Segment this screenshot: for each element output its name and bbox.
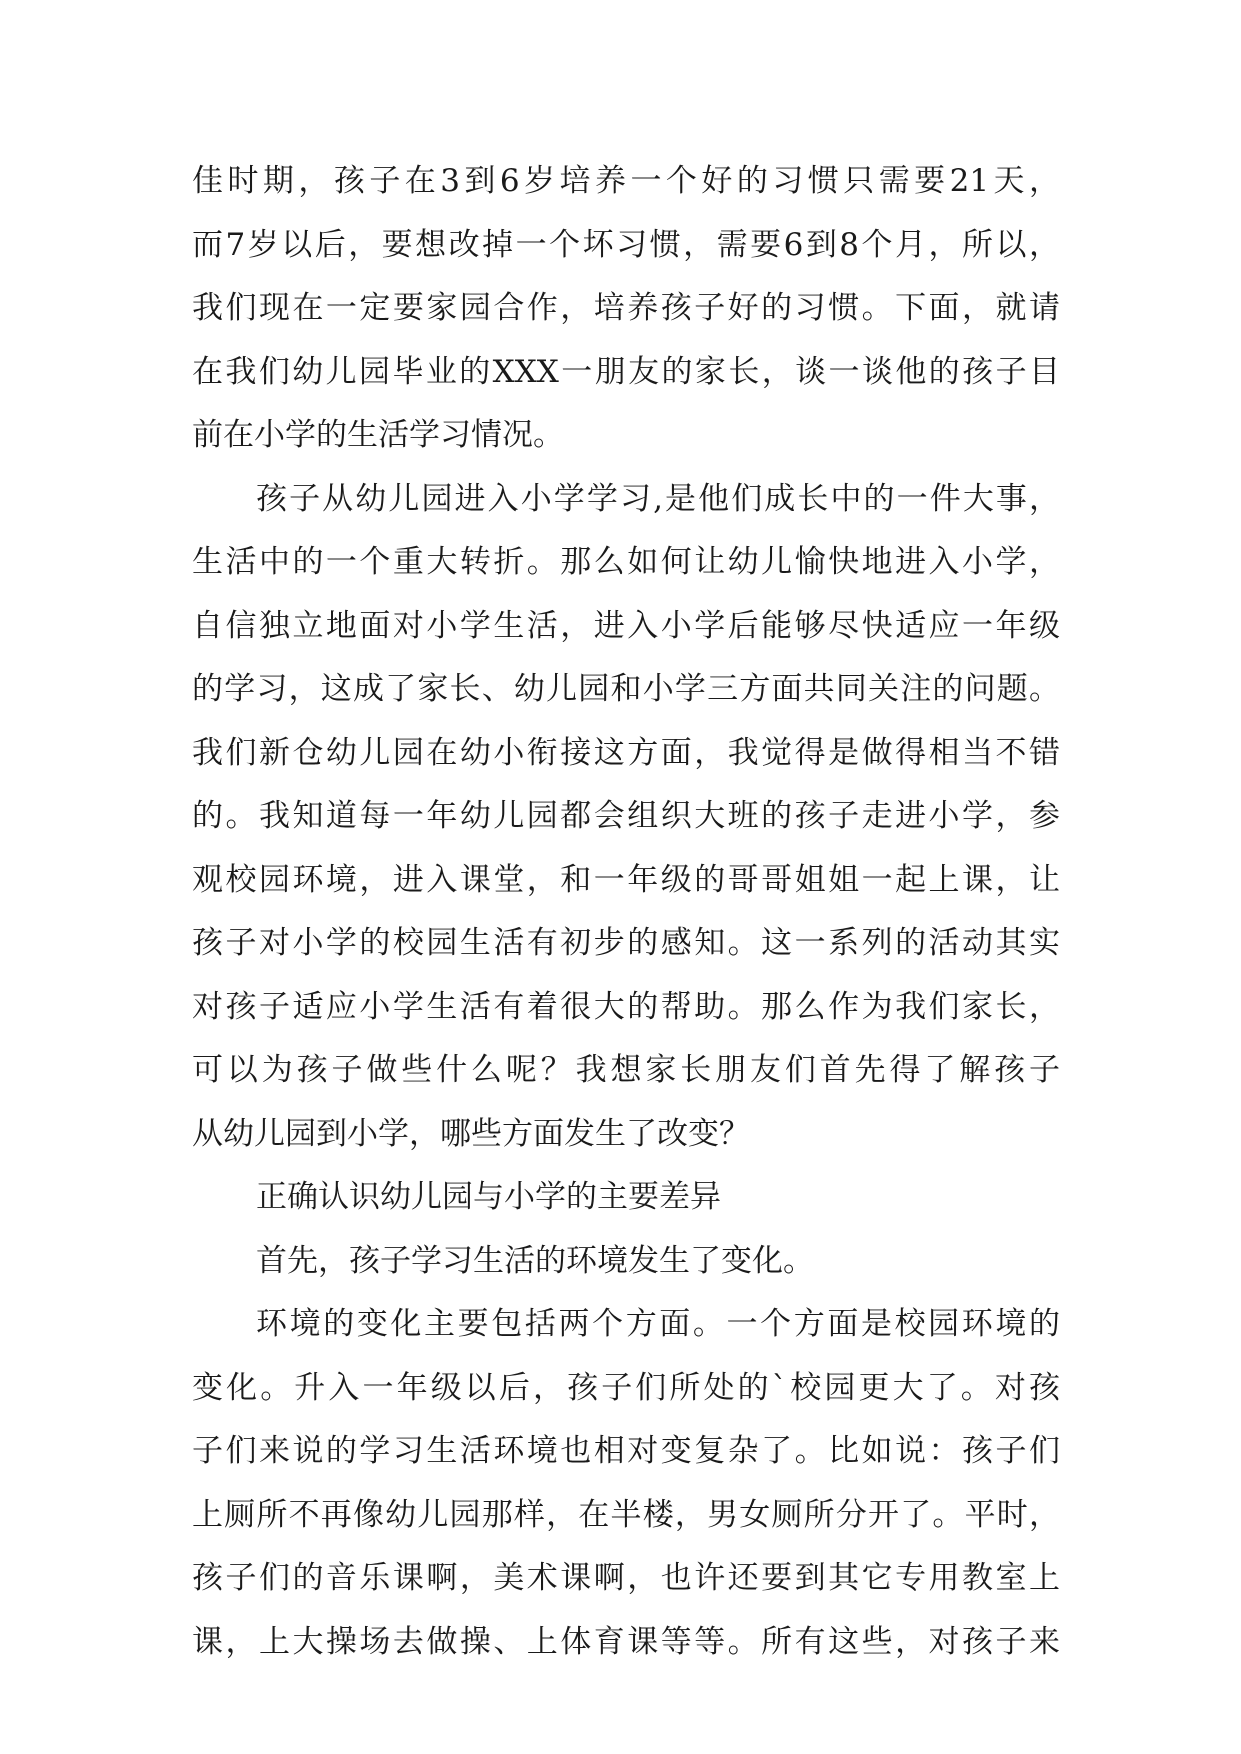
text-line: 前在小学的生活学习情况。: [192, 417, 564, 453]
text-line: 孩子们的音乐课啊，美术课啊，也许还要到其它专用教室上: [192, 1560, 1060, 1596]
text-line: 孩子从幼儿园进入小学学习,是他们成长中的一件大事，: [256, 480, 1060, 517]
body-text: [192, 150, 1060, 1674]
text-line: 可以为孩子做些什么呢？我想家长朋友们首先得了解孩子: [192, 1052, 1060, 1088]
text-line: 从幼儿园到小学，哪些方面发生了改变？: [192, 1115, 750, 1152]
text-line: 我们新仓幼儿园在幼小衔接这方面，我觉得是做得相当不错: [192, 734, 1060, 771]
text-line: 孩子对小学的校园生活有初步的感知。这一系列的活动其实: [192, 925, 1060, 961]
text-line: 而7岁以后，要想改掉一个坏习惯，需要6到8个月，所以，: [192, 226, 1060, 263]
text-line: 正确认识幼儿园与小学的主要差异: [256, 1179, 721, 1215]
text-line: 上厕所不再像幼儿园那样，在半楼，男女厕所分开了。平时，: [192, 1496, 1060, 1533]
text-line: 观校园环境，进入课堂，和一年级的哥哥姐姐一起上课，让: [192, 861, 1060, 898]
text-line: 我们现在一定要家园合作，培养孩子好的习惯。下面，就请: [192, 290, 1060, 326]
text-line: 课，上大操场去做操、上体育课等等。所有这些，对孩子来: [192, 1623, 1060, 1660]
text-line: 的。我知道每一年幼儿园都会组织大班的孩子走进小学，参: [192, 798, 1060, 834]
text-line: 变化。升入一年级以后，孩子们所处的`校园更大了。对孩: [192, 1369, 1060, 1406]
text-line: 在我们幼儿园毕业的XXX一朋友的家长，谈一谈他的孩子目: [192, 353, 1060, 390]
text-line: 的学习，这成了家长、幼儿园和小学三方面共同关注的问题。: [192, 671, 1060, 707]
text-line: 环境的变化主要包括两个方面。一个方面是校园环境的: [256, 1306, 1060, 1342]
text-line: 佳时期，孩子在3到6岁培养一个好的习惯只需要21天，: [192, 163, 1060, 199]
text-line: 子们来说的学习生活环境也相对变复杂了。比如说：孩子们: [192, 1433, 1060, 1469]
text-line: 对孩子适应小学生活有着很大的帮助。那么作为我们家长，: [192, 988, 1060, 1025]
text-line: 生活中的一个重大转折。那么如何让幼儿愉快地进入小学，: [192, 544, 1060, 580]
text-line: 首先，孩子学习生活的环境发生了变化。: [256, 1242, 814, 1279]
text-line: 自信独立地面对小学生活，进入小学后能够尽快适应一年级: [192, 607, 1060, 644]
